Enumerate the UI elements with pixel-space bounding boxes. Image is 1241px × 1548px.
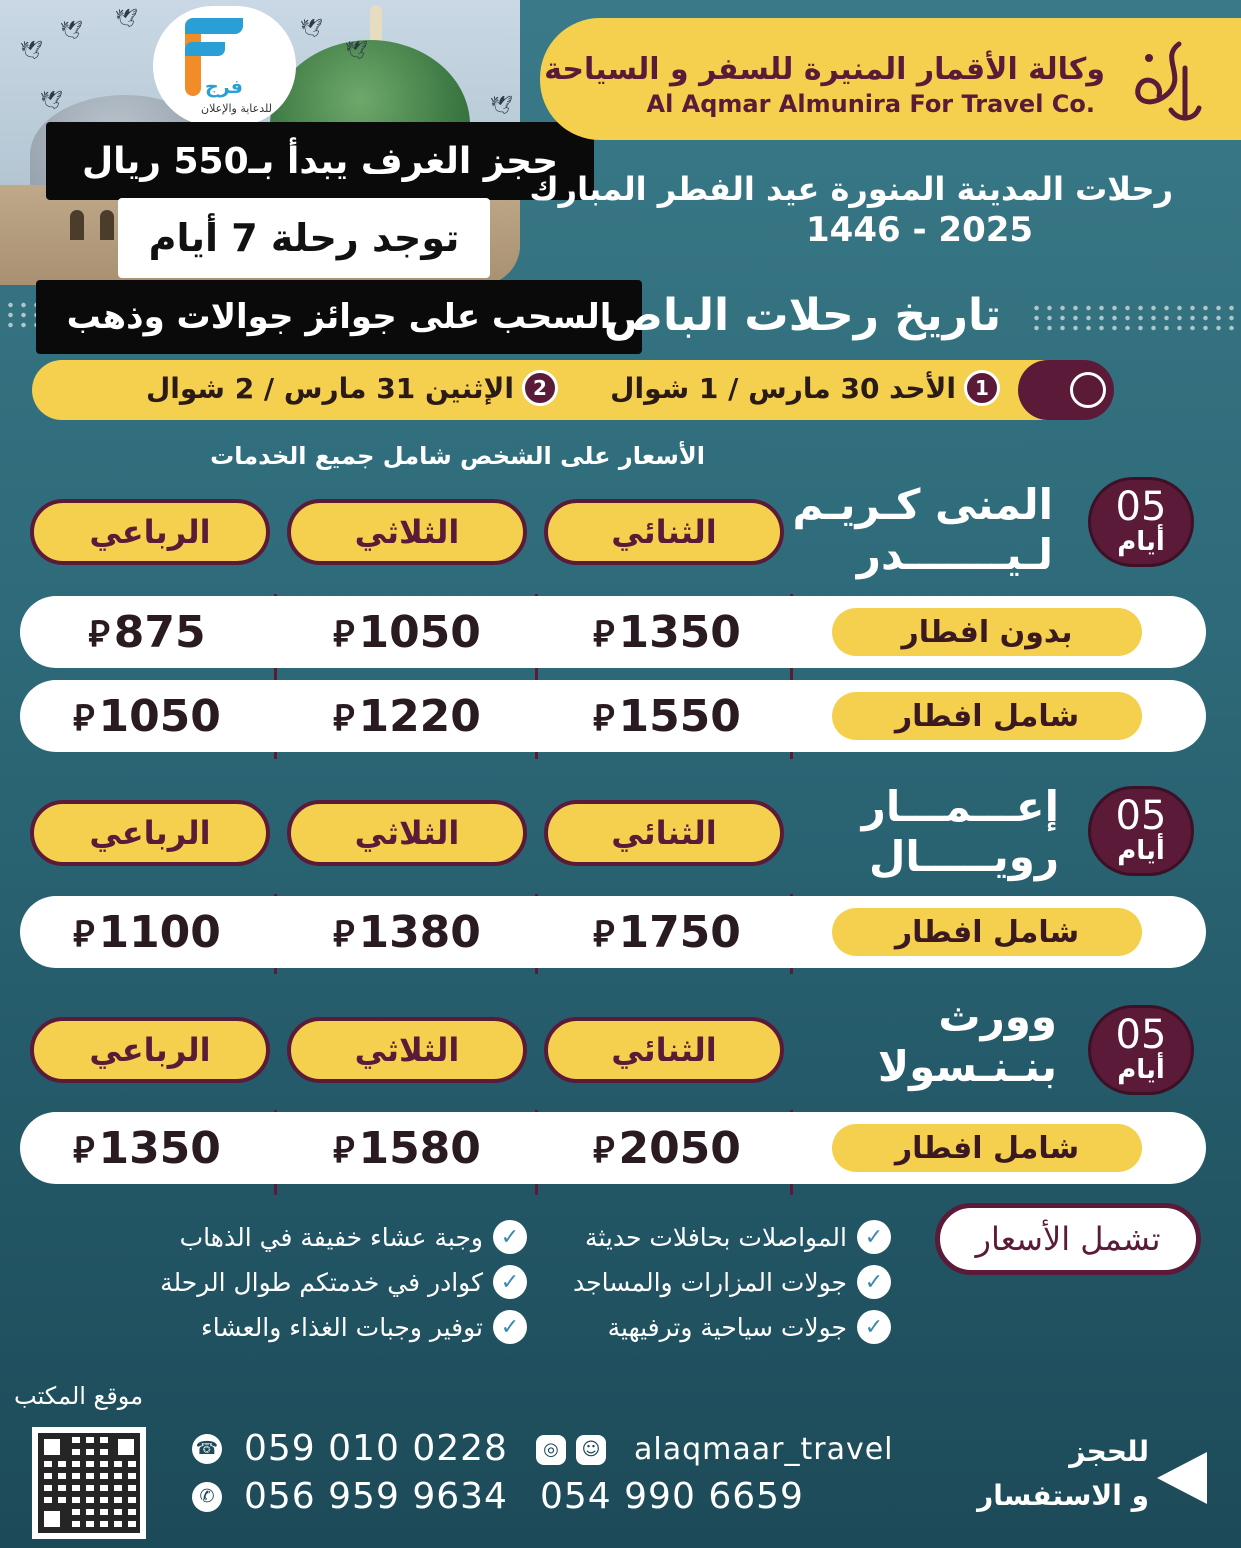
include-item: ✓ توفير وجبات الغذاء والعشاء	[201, 1310, 527, 1344]
days-label: أيام	[1117, 836, 1165, 866]
check-icon: ✓	[493, 1265, 527, 1299]
hotel-name-line: إعـــمـــار	[861, 782, 1059, 831]
price-double: ⃁ 1750	[593, 906, 741, 958]
riyal-icon: ⃁	[593, 613, 615, 655]
price-triple: ⃁ 1050	[333, 606, 481, 658]
seven-days-banner: توجد رحلة 7 أيام	[118, 198, 490, 278]
price-row	[20, 680, 1206, 752]
booking-line: و الاستفسار	[977, 1479, 1149, 1512]
riyal-icon: ⃁	[333, 613, 355, 655]
price-triple: ⃁ 1580	[333, 1122, 481, 1174]
booking-line: للحجز	[1069, 1435, 1149, 1468]
include-item: ✓ جولات المزارات والمساجد	[573, 1265, 891, 1299]
watermark-logo	[153, 6, 296, 126]
price-note: الأسعار على الشخص شامل جميع الخدمات	[210, 442, 705, 470]
price-triple: ⃁ 1380	[333, 906, 481, 958]
bird-icon: 🕊	[490, 95, 513, 116]
days-badge	[1088, 1005, 1194, 1095]
number-badge: 1	[964, 370, 1000, 406]
draw-banner: السحب على جوائز جوالات وذهب	[36, 280, 642, 354]
rooms-price-banner: حجز الغرف يبدأ بـ550 ريال	[46, 122, 594, 200]
trip-title: رحلات المدينة المنورة عيد الفطر المبارك	[529, 170, 1173, 208]
toggle-icon	[1018, 360, 1114, 420]
phone-row-1	[192, 1428, 508, 1469]
room-type-quad: الرباعي	[30, 800, 270, 866]
snapchat-icon: ☺	[576, 1435, 606, 1465]
riyal-icon: ⃁	[73, 1129, 95, 1171]
check-icon: ✓	[857, 1220, 891, 1254]
bus-date-1	[610, 370, 1000, 406]
include-item: ✓ كوادر في خدمتكم طوال الرحلة	[160, 1265, 527, 1299]
days-badge	[1088, 477, 1194, 567]
price-quad: ⃁ 1100	[73, 906, 221, 958]
days-number: 05	[1115, 793, 1167, 839]
price-double: ⃁ 2050	[593, 1122, 741, 1174]
riyal-icon: ⃁	[333, 697, 355, 739]
price-row	[20, 1112, 1206, 1184]
dots-decoration	[1030, 303, 1236, 333]
room-type-triple: الثلاثي	[287, 800, 527, 866]
phone-icon: ☎	[192, 1434, 222, 1464]
meal-option: بدون افطار	[832, 608, 1142, 656]
include-item: ✓ وجبة عشاء خفيفة في الذهاب	[180, 1220, 527, 1254]
days-label: أيام	[1117, 1055, 1165, 1085]
include-item: ✓ جولات سياحية وترفيهية	[608, 1310, 891, 1344]
social-row	[536, 1432, 894, 1467]
hotel-name-emaar	[862, 782, 1059, 882]
trip-year: 1446 - 2025	[806, 210, 1034, 250]
days-label: أيام	[1117, 527, 1165, 557]
price-quad: ⃁ 1050	[73, 690, 221, 742]
bird-icon: 🕊	[345, 40, 368, 61]
price-quad: ⃁ 875	[88, 606, 206, 658]
price-row	[20, 896, 1206, 968]
hotel-name-line: وورث	[938, 992, 1057, 1041]
hotel-name-line: بنـنـسولا	[877, 1042, 1057, 1091]
bird-icon: 🕊	[40, 90, 63, 111]
calligraphy-logo-icon	[1119, 38, 1205, 124]
meal-option: شامل افطار	[832, 692, 1142, 740]
bus-date-label: الأحد 30 مارس / 1 شوال	[610, 371, 956, 405]
hotel-name-line: لـيـــــــدر	[856, 530, 1053, 579]
riyal-icon: ⃁	[73, 697, 95, 739]
riyal-icon: ⃁	[593, 913, 615, 955]
bird-icon: 🕊	[300, 18, 323, 39]
booking-label	[977, 1430, 1149, 1518]
price-double: ⃁ 1350	[593, 606, 741, 658]
bus-date-2	[146, 370, 558, 406]
room-type-triple: الثلاثي	[287, 1017, 527, 1083]
number-badge: 2	[522, 370, 558, 406]
hotel-name-line: رويـــــال	[868, 832, 1059, 881]
send-arrow-icon	[1157, 1452, 1207, 1504]
riyal-icon: ⃁	[593, 697, 615, 739]
bus-dates-strip	[32, 360, 1112, 420]
hotel-name-line: المنى كـريـم	[792, 480, 1053, 529]
riyal-icon: ⃁	[333, 1129, 355, 1171]
watermark-brand: فرج	[205, 76, 243, 98]
price-double: ⃁ 1550	[593, 690, 741, 742]
phone-number-3[interactable]: 054 990 6659	[540, 1476, 804, 1517]
office-location-label: موقع المكتب	[14, 1382, 144, 1410]
check-icon: ✓	[493, 1220, 527, 1254]
qr-code-icon[interactable]	[32, 1427, 146, 1539]
agency-name-arabic: وكالة الأقمار المنيرة للسفر و السياحة	[544, 52, 1105, 87]
riyal-icon: ⃁	[73, 913, 95, 955]
room-type-double: الثنائي	[544, 499, 784, 565]
price-row	[20, 596, 1206, 668]
whatsapp-icon: ✆	[192, 1482, 222, 1512]
riyal-icon: ⃁	[593, 1129, 615, 1171]
bird-icon: 🕊	[20, 40, 43, 61]
window-shape	[100, 210, 114, 240]
check-icon: ✓	[857, 1310, 891, 1344]
watermark-tagline: للدعاية والإعلان	[201, 102, 272, 115]
check-icon: ✓	[857, 1265, 891, 1299]
hotel-name-worth	[878, 992, 1057, 1092]
phone-number-2[interactable]: 056 959 9634	[244, 1476, 508, 1517]
dots-decoration	[4, 300, 40, 330]
include-item: ✓ المواصلات بحافلات حديثة	[585, 1220, 891, 1254]
bird-icon: 🕊	[115, 8, 138, 29]
hotel-name-almuna	[792, 480, 1053, 580]
riyal-icon: ⃁	[88, 613, 110, 655]
price-triple: ⃁ 1220	[333, 690, 481, 742]
room-type-triple: الثلاثي	[287, 499, 527, 565]
room-type-double: الثنائي	[544, 1017, 784, 1083]
agency-name-english: Al Aqmar Almunira For Travel Co.	[646, 90, 1095, 118]
room-type-double: الثنائي	[544, 800, 784, 866]
days-number: 05	[1115, 484, 1167, 530]
phone-row-2	[192, 1476, 508, 1517]
agency-header	[540, 18, 1241, 140]
meal-option: شامل افطار	[832, 908, 1142, 956]
riyal-icon: ⃁	[333, 913, 355, 955]
window-shape	[70, 210, 84, 240]
meal-option: شامل افطار	[832, 1124, 1142, 1172]
room-type-quad: الرباعي	[30, 499, 270, 565]
room-type-quad: الرباعي	[30, 1017, 270, 1083]
days-badge	[1088, 786, 1194, 876]
instagram-icon: ◎	[536, 1435, 566, 1465]
includes-title: تشمل الأسعار	[935, 1203, 1201, 1275]
price-quad: ⃁ 1350	[73, 1122, 221, 1174]
bus-date-label: الإثنين 31 مارس / 2 شوال	[145, 371, 514, 405]
bird-icon: 🕊	[60, 20, 83, 41]
days-number: 05	[1115, 1012, 1167, 1058]
social-handle[interactable]: alaqmaar_travel	[634, 1432, 894, 1467]
phone-number-1[interactable]: 059 010 0228	[244, 1428, 508, 1469]
bus-trips-title: تاريخ رحلات الباص	[603, 290, 1001, 341]
check-icon: ✓	[493, 1310, 527, 1344]
